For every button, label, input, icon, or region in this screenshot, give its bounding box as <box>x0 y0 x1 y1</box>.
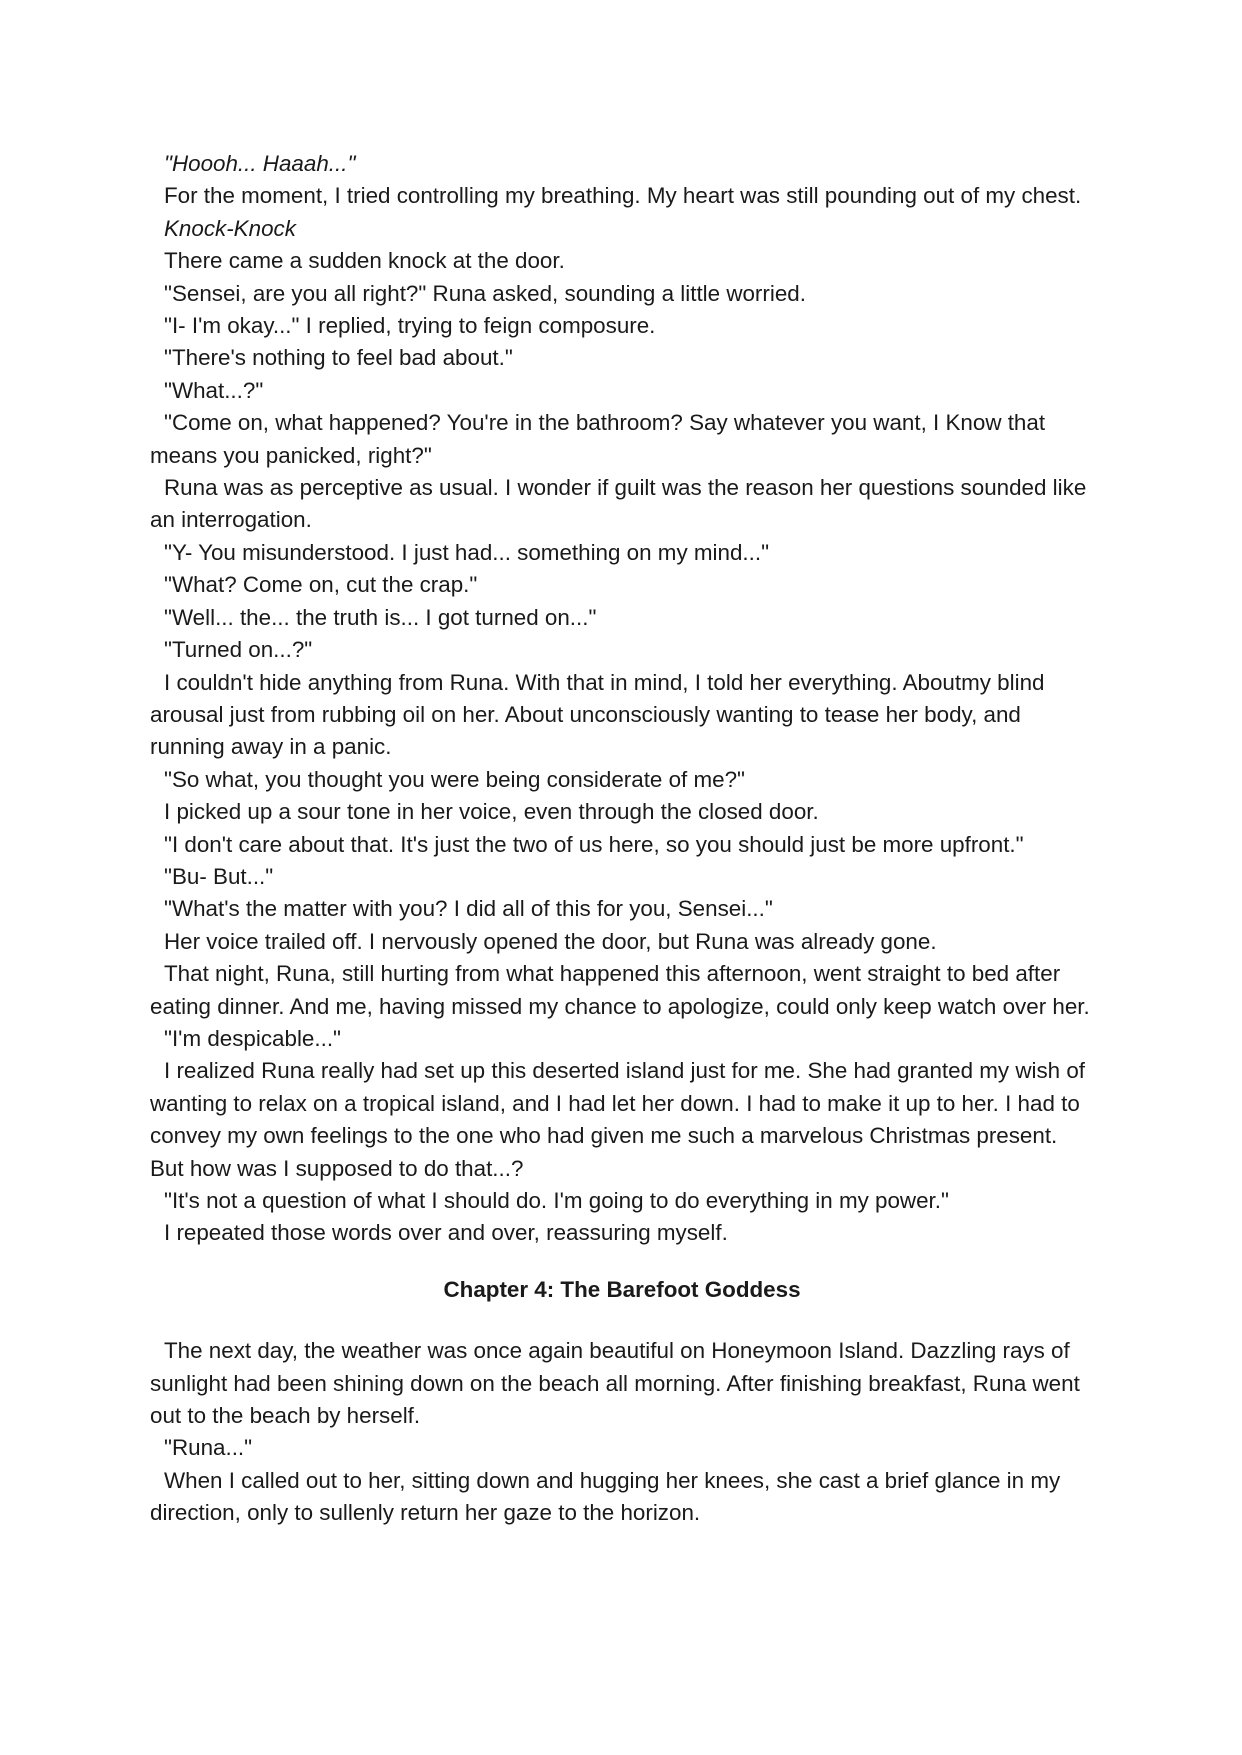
paragraph: "There's nothing to feel bad about." <box>164 345 513 371</box>
paragraph: "Bu- But..." <box>164 863 274 889</box>
paragraph: "Sensei, are you all right?" Runa asked, sounding a little worried. <box>164 280 806 306</box>
paragraph: I couldn't hide anything from Runa. With that in mind, I told her everything. Aboutmy blind arousal just from rubbing oil on her. About unconsciously wanting to tease her body, and running away in a panic. <box>150 669 1045 760</box>
paragraph: "I- I'm okay..." I replied, trying to feign composure. <box>164 313 656 339</box>
paragraph: "It's not a question of what I should do. I'm going to do everything in my power." <box>164 1188 949 1213</box>
paragraph: "Turned on...?" <box>164 637 313 663</box>
paragraph: I repeated those words over and over, reassuring myself. <box>164 1220 728 1246</box>
paragraph: For the moment, I tried controlling my breathing. My heart was still pounding out of my chest. <box>164 183 1082 209</box>
paragraph: "I don't care about that. It's just the two of us here, so you should just be more upfront." <box>164 831 1024 857</box>
paragraph: "Hoooh... Haaah..." <box>164 151 356 176</box>
paragraph: The next day, the weather was once again beautiful on Honeymoon Island. Dazzling rays of sunlight had been shining down on the beach all morning. After finishing breakfast, Runa went out to the beach by herself. <box>150 1338 1080 1429</box>
paragraph: "What? Come on, cut the crap." <box>164 572 478 598</box>
paragraph: "I'm despicable..." <box>164 1025 341 1051</box>
paragraph: "What's the matter with you? I did all of this for you, Sensei..." <box>164 896 773 922</box>
text-block-after <box>150 1335 1094 1529</box>
paragraph: Runa was as perceptive as usual. I wonder if guilt was the reason her questions sounded like an interrogation. <box>150 475 1087 533</box>
document-page <box>150 148 1094 1530</box>
text-block-before <box>150 148 1094 1250</box>
paragraph: "So what, you thought you were being considerate of me?" <box>164 766 745 792</box>
paragraph: Knock-Knock <box>164 215 296 241</box>
chapter-heading: Chapter 4: The Barefoot Goddess <box>443 1276 801 1302</box>
paragraph: "Come on, what happened? You're in the bathroom? Say whatever you want, I Know that means you panicked, right?" <box>150 410 1046 468</box>
paragraph: When I called out to her, sitting down and hugging her knees, she cast a brief glance in my direction, only to sullenly return her gaze to the horizon. <box>150 1467 1061 1526</box>
paragraph: "Well... the... the truth is... I got turned on..." <box>164 604 597 630</box>
paragraph: "Runa..." <box>164 1435 253 1461</box>
paragraph: I picked up a sour tone in her voice, even through the closed door. <box>164 799 819 825</box>
paragraph: "Y- You misunderstood. I just had... something on my mind..." <box>164 539 770 565</box>
paragraph: That night, Runa, still hurting from what happened this afternoon, went straight to bed after eating dinner. And me, having missed my chance to apologize, could only keep watch over her. <box>150 961 1090 1019</box>
paragraph: "What...?" <box>164 377 264 403</box>
paragraph: Her voice trailed off. I nervously opened the door, but Runa was already gone. <box>164 928 937 954</box>
paragraph: There came a sudden knock at the door. <box>164 248 565 274</box>
paragraph: I realized Runa really had set up this deserted island just for me. She had granted my wish of wanting to relax on a tropical island, and I had let her down. I had to make it up to her. I had to convey my own feelings to the one who had given me such a marvelous Christmas present. But how was I supposed to do that...? <box>150 1058 1086 1181</box>
